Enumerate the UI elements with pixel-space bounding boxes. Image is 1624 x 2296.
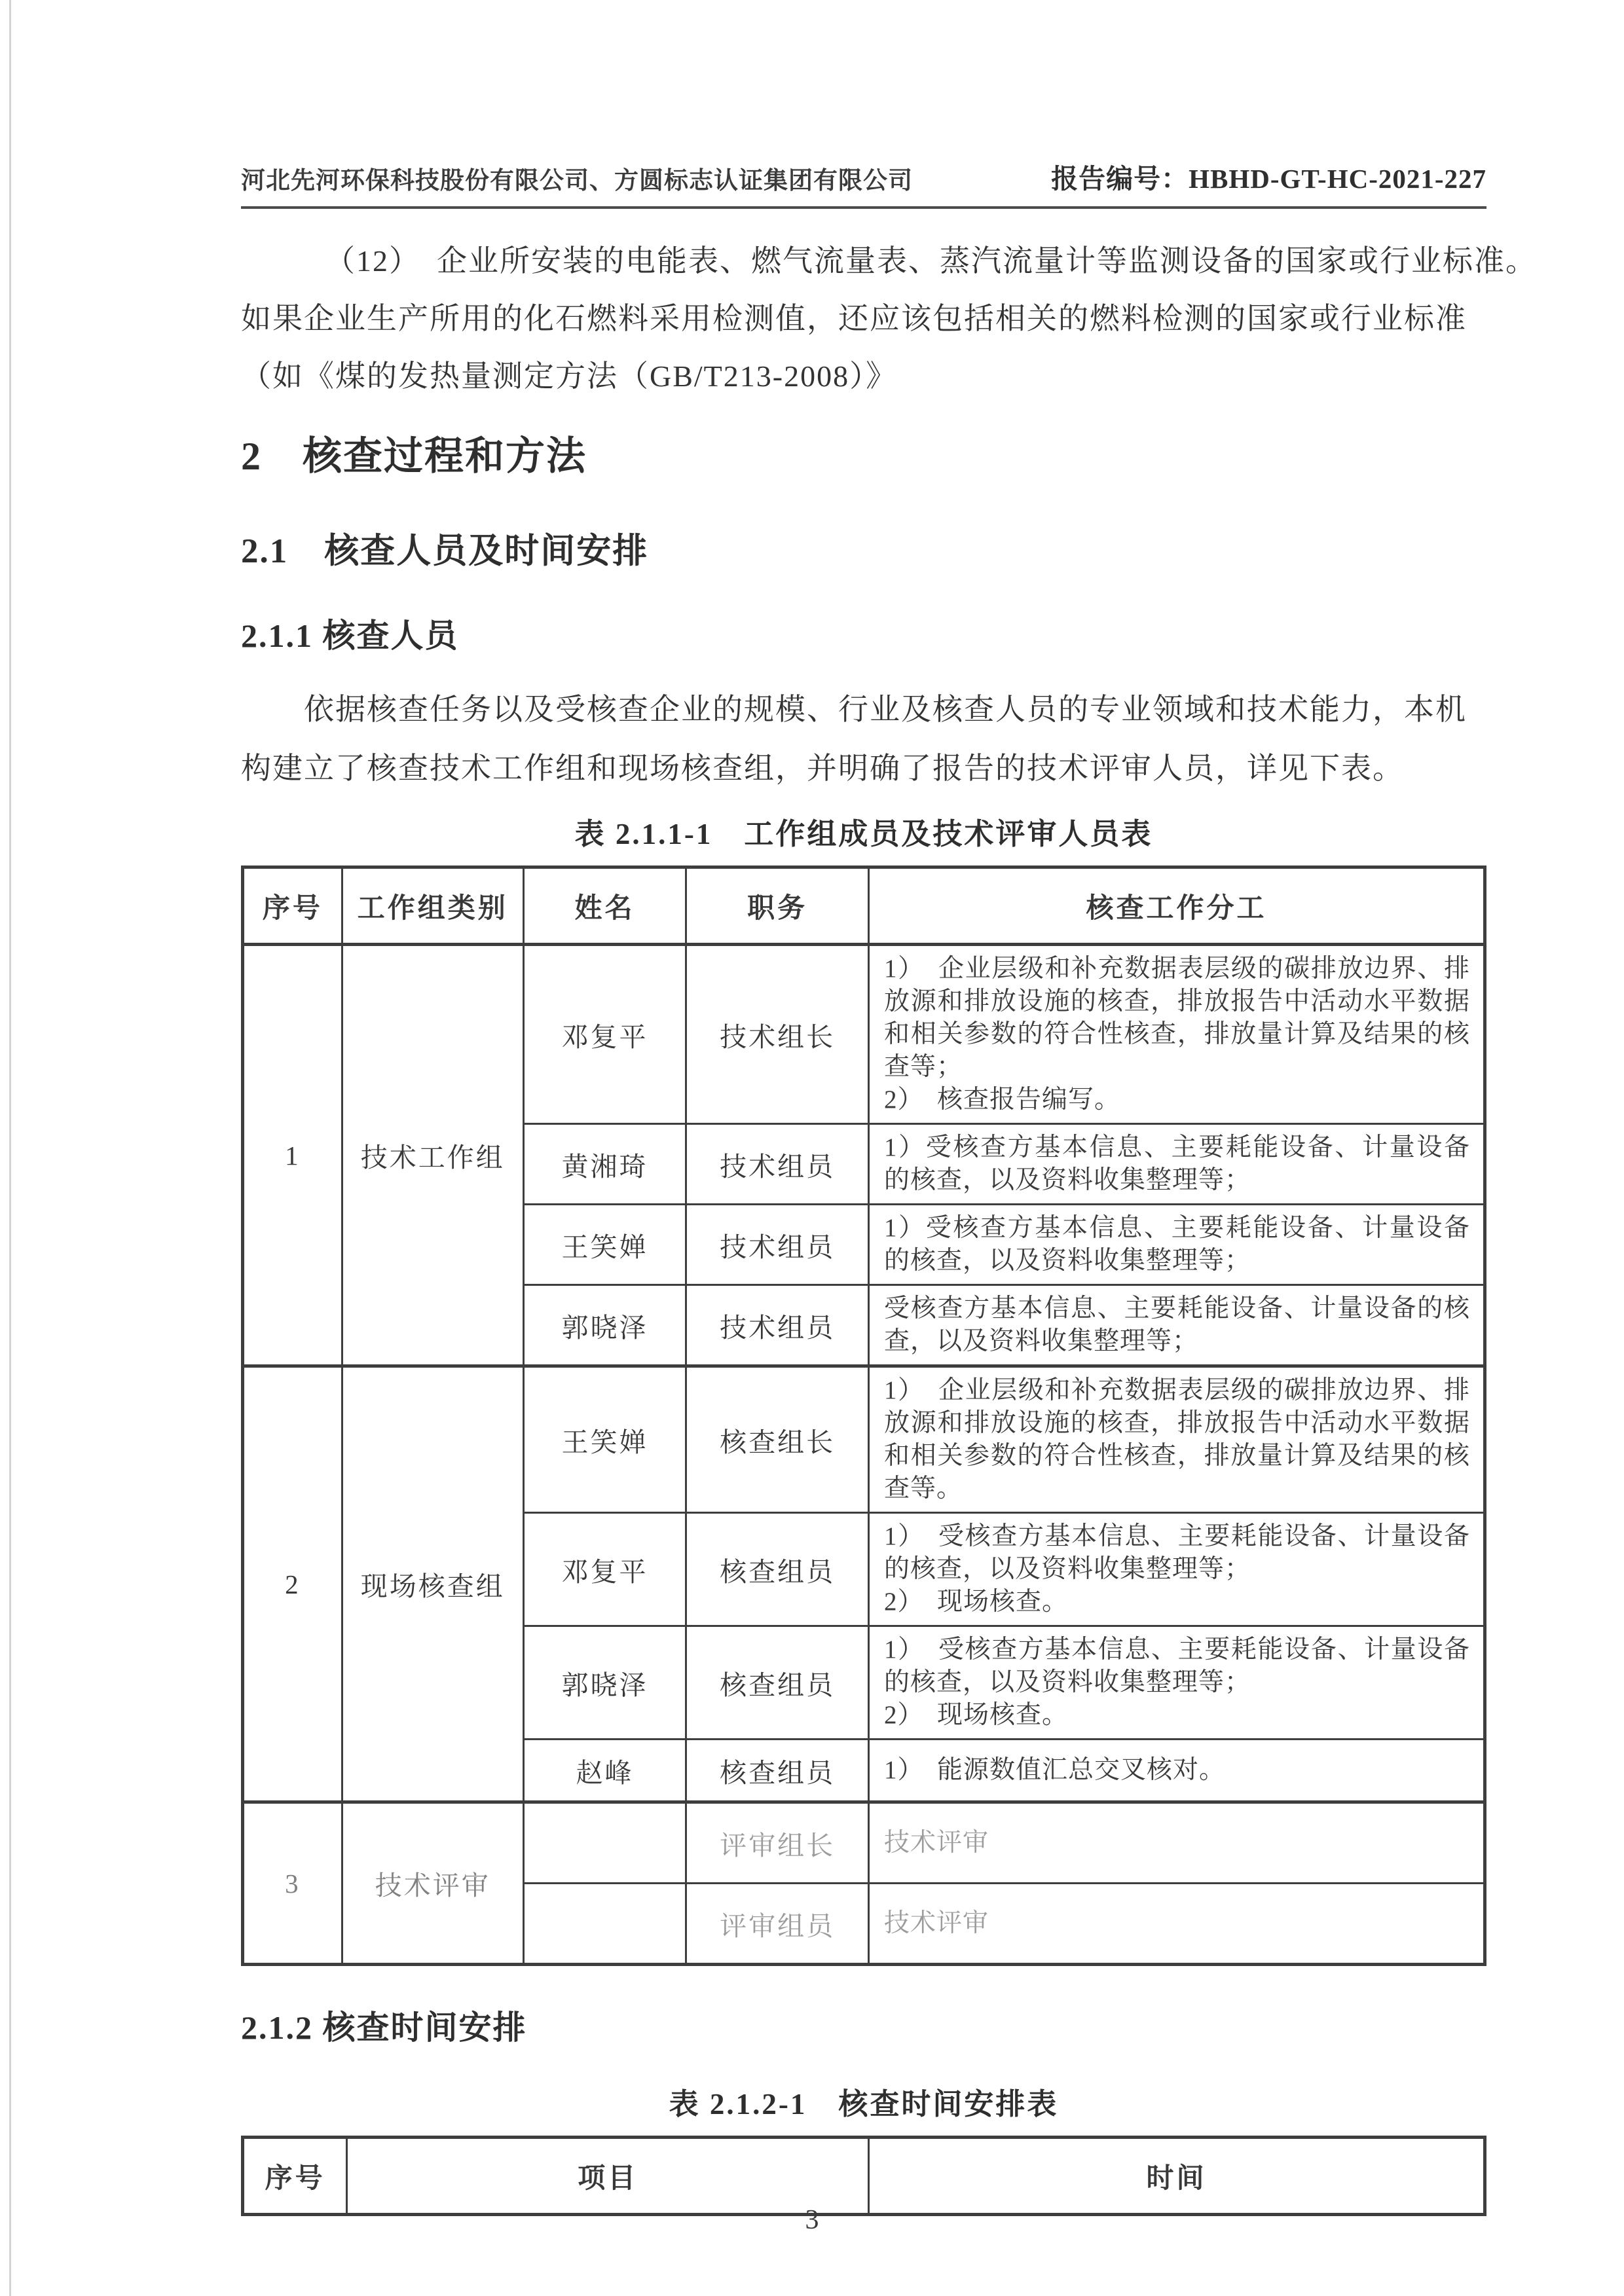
duty-line: 1）受核查方基本信息、主要耗能设备、计量设备的核查，以及资料收集整理等； bbox=[884, 1214, 1470, 1275]
cell-index: 1 bbox=[243, 945, 342, 1366]
work-group-table bbox=[241, 866, 1486, 1966]
cell-duty bbox=[869, 1802, 1485, 1884]
th-time: 时间 bbox=[869, 2138, 1485, 2215]
cell-name bbox=[523, 1884, 686, 1965]
page-number: 3 bbox=[805, 2205, 819, 2235]
cell-duty bbox=[869, 1124, 1485, 1205]
intro-paragraph bbox=[241, 232, 1537, 405]
th-duty: 核查工作分工 bbox=[869, 867, 1485, 945]
duty-line: 2） 现场核查。 bbox=[884, 1588, 1069, 1616]
cell-duty bbox=[869, 1205, 1485, 1285]
intro-line: 如果企业生产所用的化石燃料采用检测值，还应该包括相关的燃料检测的国家或行业标准 bbox=[241, 302, 1467, 335]
duty-line: 1） 企业层级和补充数据表层级的碳排放边界、排放源和排放设施的核查，排放报告中活动水平数据和相关参数的符合性核查，排放量计算及结果的核查等。 bbox=[884, 1376, 1470, 1503]
cell-group-type: 技术评审 bbox=[342, 1802, 523, 1965]
cell-index: 3 bbox=[243, 1802, 342, 1965]
duty-line: 2） 核查报告编写。 bbox=[884, 1085, 1121, 1114]
duty-line: 受核查方基本信息、主要耗能设备、计量设备的核查，以及资料收集整理等； bbox=[884, 1294, 1470, 1355]
cell-duty bbox=[869, 945, 1485, 1124]
duty-line: 1） 企业层级和补充数据表层级的碳排放边界、排放源和排放设施的核查，排放报告中活动水平数据和相关参数的符合性核查，排放量计算及结果的核查等； bbox=[884, 955, 1470, 1081]
cell-duty bbox=[869, 1513, 1485, 1626]
header-rule bbox=[241, 206, 1486, 209]
cell-name: 邓复平 bbox=[523, 945, 686, 1124]
intro-line: （12） 企业所安装的电能表、燃气流量表、蒸汽流量计等监测设备的国家或行业标准。 bbox=[325, 244, 1537, 278]
duty-line: 1） 能源数值汇总交叉核对。 bbox=[884, 1756, 1226, 1784]
team-paragraph-line: 依据核查任务以及受核查企业的规模、行业及核查人员的专业领域和技术能力，本机 bbox=[304, 693, 1467, 726]
cell-name: 王笑婵 bbox=[523, 1205, 686, 1285]
cell-role: 核查组员 bbox=[686, 1740, 869, 1802]
duty-line: 2） 现场核查。 bbox=[884, 1701, 1069, 1729]
cell-name: 黄湘琦 bbox=[523, 1124, 686, 1205]
duty-line: 技术评审 bbox=[884, 1909, 989, 1937]
company-names: 河北先河环保科技股份有限公司、方圆标志认证集团有限公司 bbox=[241, 168, 913, 194]
table-2-1-1-1-caption: 表 2.1.1-1 工作组成员及技术评审人员表 bbox=[574, 818, 1153, 850]
section-heading-2-1-2: 2.1.2 核查时间安排 bbox=[241, 2009, 527, 2046]
cell-name: 郭晓泽 bbox=[523, 1626, 686, 1740]
section-heading-2-1: 2.1 核查人员及时间安排 bbox=[241, 532, 649, 570]
cell-group-type: 现场核查组 bbox=[342, 1366, 523, 1802]
cell-duty bbox=[869, 1884, 1485, 1965]
cell-duty bbox=[869, 1285, 1485, 1366]
cell-role: 技术组长 bbox=[686, 945, 869, 1124]
cell-group-type: 技术工作组 bbox=[342, 945, 523, 1366]
cell-duty bbox=[869, 1366, 1485, 1513]
th-index: 序号 bbox=[243, 867, 342, 945]
section-heading-2: 2 核查过程和方法 bbox=[241, 435, 587, 478]
duty-line: 技术评审 bbox=[884, 1829, 989, 1857]
cell-role: 技术组员 bbox=[686, 1205, 869, 1285]
cell-role: 评审组长 bbox=[686, 1802, 869, 1884]
table-row bbox=[243, 945, 1485, 1124]
th-name: 姓名 bbox=[523, 867, 686, 945]
table-header-row bbox=[243, 2138, 1485, 2215]
duty-line: 1） 受核查方基本信息、主要耗能设备、计量设备的核查，以及资料收集整理等； bbox=[884, 1635, 1470, 1696]
cell-name bbox=[523, 1802, 686, 1884]
cell-role: 技术组员 bbox=[686, 1285, 869, 1366]
report-number: 报告编号：HBHD-GT-HC-2021-227 bbox=[1051, 164, 1486, 194]
cell-duty bbox=[869, 1740, 1485, 1802]
cell-name: 邓复平 bbox=[523, 1513, 686, 1626]
cell-index: 2 bbox=[243, 1366, 342, 1802]
th-item: 项目 bbox=[347, 2138, 869, 2215]
table-2-1-2-1-caption: 表 2.1.2-1 核查时间安排表 bbox=[669, 2088, 1059, 2121]
th-role: 职务 bbox=[686, 867, 869, 945]
cell-name: 赵峰 bbox=[523, 1740, 686, 1802]
team-paragraph bbox=[241, 680, 1486, 798]
th-group-type: 工作组类别 bbox=[342, 867, 523, 945]
cell-name: 王笑婵 bbox=[523, 1366, 686, 1513]
scan-edge-artifact bbox=[9, 0, 11, 2296]
cell-role: 核查组长 bbox=[686, 1366, 869, 1513]
cell-role: 核查组员 bbox=[686, 1626, 869, 1740]
cell-role: 技术组员 bbox=[686, 1124, 869, 1205]
cell-role: 评审组员 bbox=[686, 1884, 869, 1965]
table-row bbox=[243, 1366, 1485, 1513]
cell-role: 核查组员 bbox=[686, 1513, 869, 1626]
intro-line: （如《煤的发热量测定方法（GB/T213-2008）》 bbox=[241, 359, 898, 393]
cell-name: 郭晓泽 bbox=[523, 1285, 686, 1366]
duty-line: 1）受核查方基本信息、主要耗能设备、计量设备的核查，以及资料收集整理等； bbox=[884, 1133, 1470, 1194]
duty-line: 1） 受核查方基本信息、主要耗能设备、计量设备的核查，以及资料收集整理等； bbox=[884, 1522, 1470, 1583]
table-header-row bbox=[243, 867, 1485, 945]
cell-duty bbox=[869, 1626, 1485, 1740]
th-index: 序号 bbox=[243, 2138, 347, 2215]
section-heading-2-1-1: 2.1.1 核查人员 bbox=[241, 617, 459, 654]
table-row bbox=[243, 1802, 1485, 1884]
doc-header bbox=[241, 157, 1486, 196]
team-paragraph-line: 构建立了核查技术工作组和现场核查组，并明确了报告的技术评审人员，详见下表。 bbox=[241, 752, 1404, 785]
